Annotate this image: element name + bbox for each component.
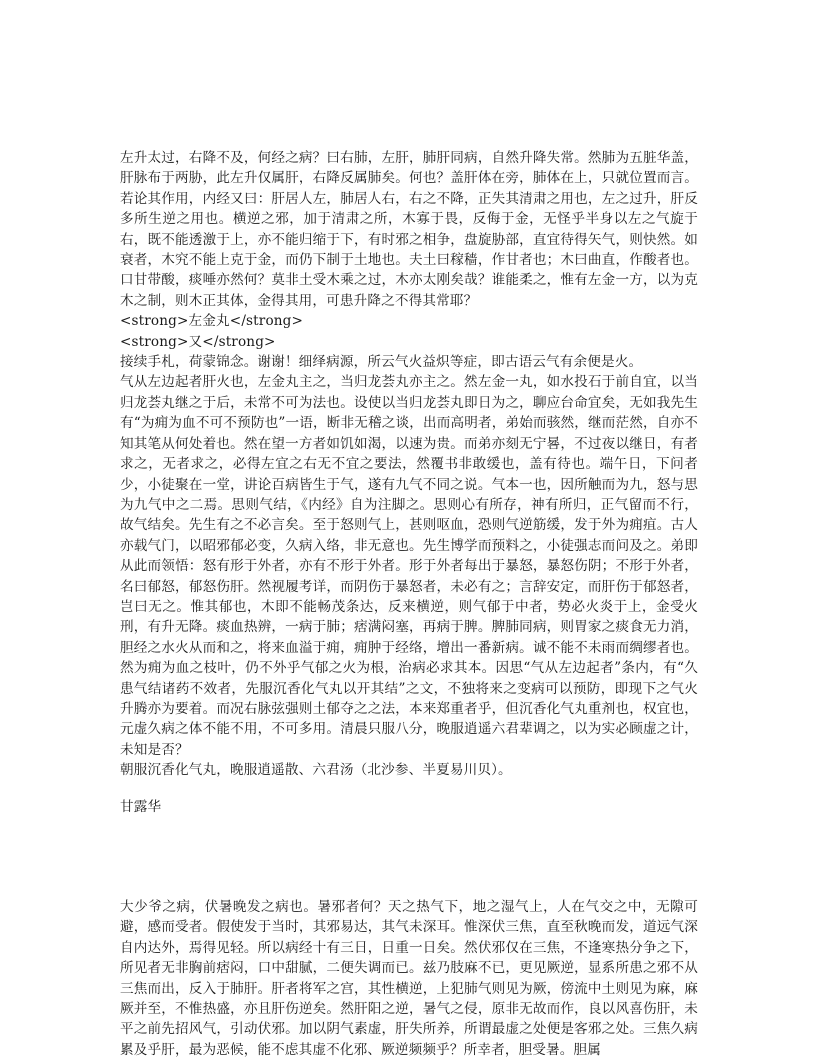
raw-tag-line-1: <strong>左金丸</strong>: [120, 313, 304, 330]
paragraph-1: 左升太过，右降不及，何经之病？曰右肺，左肝，肺肝同病，自然升降失常。然肺为五脏华盖，肝脉布于两胁，此左升仅属肝，右降反属肺矣。何也？盖肝体在旁，肺体在上，只就位置而言。若论其作用，内经又曰：肝居人左，肺居人右，右之不降，正失其清肃之用也，左之过升，肝反多所生逆之用也。横逆之邪，加于清肃之所，木寡于畏，反侮于金，无怪乎半身以左之气旋于右，既不能透激于上，亦不能归缩于下，有时邪之相争，盘旋胁部，直宜待得矢气，则快然。如衰者，木究不能上克于金，而仍下制于土地也。夫土曰稼穑，作甘者也；木曰曲直，作酸者也。口甘带酸，痰唾亦然何？莫非土受木乘之过，木亦太刚矣哉？谁能柔之，惟有左金一方，以为克木之制，则木正其体，金得其用，可患升降之不得其常耶？: [120, 150, 698, 309]
blank-gap: [120, 817, 698, 897]
paragraph-prescription: 朝服沉香化气丸，晚服逍遥散、六君汤（北沙参、半夏易川贝）。: [120, 762, 512, 779]
document-page: [120, 148, 698, 1060]
section-title: 甘露华: [120, 798, 162, 815]
paragraph-main-discussion: 气从左边起者肝火也，左金丸主之，当归龙荟丸亦主之。然左金一丸，如水投石于前自宜，以当归龙荟丸继之于后，未常不可为法也。设使以当归龙荟丸即日为之，聊应台命宜矣，无如我先生有“为痈为血不可不预防也”一语，断非无稽之谈，出而高明者，弟始而骇然，继而茫然，自亦不知其笔从何处着也。然在望一方者如饥如渴，以速为贵。而弟亦刻无宁晷，不过夜以继日，有者求之，无者求之，必得左宜之右无不宜之要法，然覆书非敢缓也，盖有待也。端午日，下问者少，小徒聚在一堂，讲论百病皆生于气，遂有九气不同之说。气本一也，因所触而为九，怒与思为九气中之二焉。思则气结，《内经》自为注脚之。思则心有所存，神有所归，正气留而不行，故气结矣。先生有之不必言矣。至于怒则气上，甚则呕血，恐则气逆筋缓，发于外为痈疽。古人亦载气门，以昭邪郁必变，久病入络，非无意也。先生博学而预料之，小徒强志而问及之。弟即从此而领悟：怒有形于外者，亦有不形于外者。形于外者每出于暴怒，暴怒伤阴；不形于外者，名曰郁怒，郁怒伤肝。然视履考详，而阴伤于暴怒者，未必有之；言辞安定，而肝伤于郁怒者，岂曰无之。惟其郁也，木即不能畅茂条达，反来横逆，则气郁于中者，势必火炎于上，金受火刑，有升无降。痰血热辨，一病于肺；痞满闷塞，再病于脾。脾肺同病，则胃家之痰食无力消，胆经之水火从而和之，将来血溢于痈，痈肿于经络，增出一番新病。诚不能不未雨而绸缪者也。然为痈为血之枝叶，仍不外乎气郁之火为根，治病必求其本。因思“气从左边起者”条内，有“久患气结诸药不效者，先服沉香化气丸以开其结”之文，不独将来之变病可以预防，即现下之气火升腾亦为要着。而况右脉弦强则土郁夺之之法，本来郑重者乎，但沉香化气丸重剂也，权宜也，元虚久病之体不能不用，不可多用。清晨只服八分，晚服逍遥六君辈调之，以为实必顾虚之计，未知是否？: [120, 374, 698, 758]
paragraph-letter-intro: 接续手札，荷蒙锦念。谢谢！细绎病源，所云气火益炽等症，即古语云气有余便是火。: [120, 354, 643, 371]
raw-tag-line-2: <strong>又</strong>: [120, 333, 276, 350]
paragraph-case: 大少爷之病，伏暑晚发之病也。暑邪者何？天之热气下，地之湿气上，人在气交之中，无隙可避，感而受者。假使发于当时，其邪易达，其气未深耳。惟深伏三焦，直至秋晚而发，道远气深自内达外，焉得见轻。所以病经十有三日，日重一日矣。然伏邪仅在三焦，不逢寒热分争之下，所见者无非胸前痞闷，口中甜腻，二便失调而已。兹乃肢麻不已，更见厥逆，显系所患之邪不从三焦而出，反入于肺肝。肝者将军之宫，其性横逆，上犯肺气则见为厥，傍流中土则见为麻，麻厥并至，不惟热盛，亦且肝伤逆矣。然肝阳之逆，暑气之侵，原非无故而作，良以风喜伤肝，未平之前先招风气，引动伏邪。加以阴气素虚，肝失所养，所谓最虚之处便是客邪之处。三焦久病累及乎肝，最为恶候，能不虑其虚不化邪、厥逆频频乎？所幸者，胆受暑。胆属: [120, 899, 698, 1058]
